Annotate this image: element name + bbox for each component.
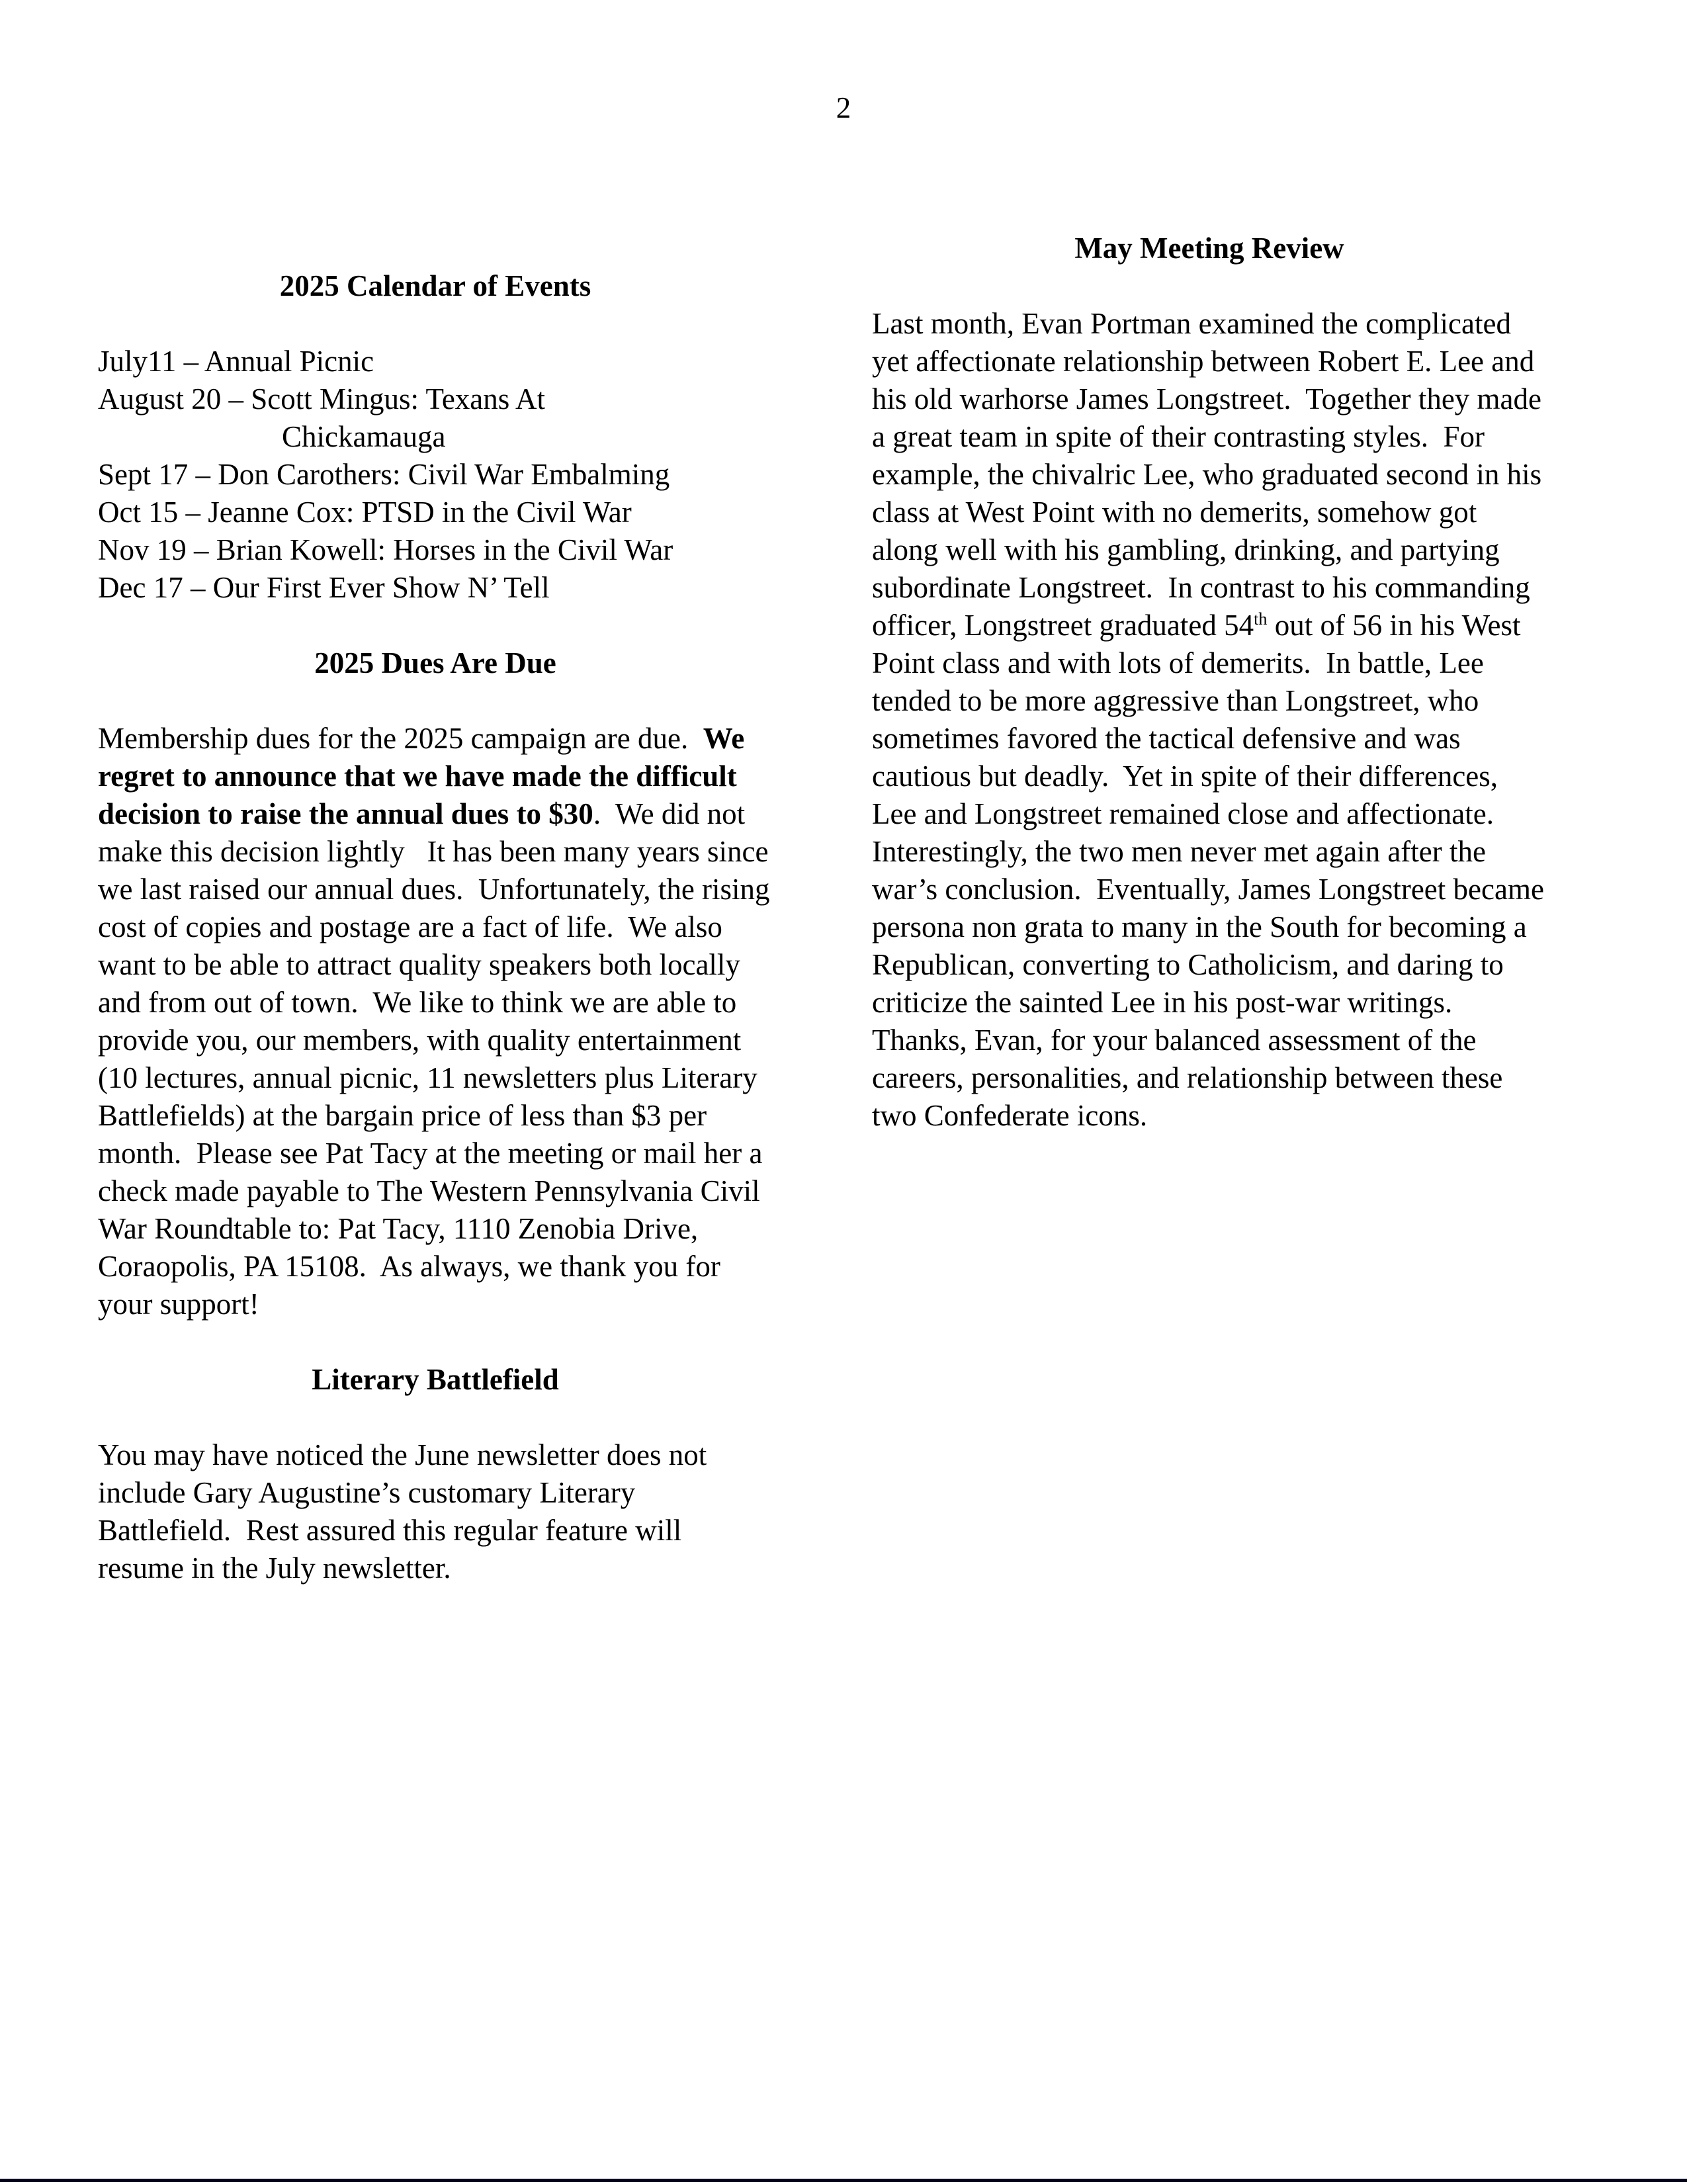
- review-title: May Meeting Review: [1074, 232, 1344, 265]
- calendar-title: 2025 Calendar of Events: [279, 269, 591, 302]
- left-column: [98, 230, 777, 1587]
- event-line-continuation: Chickamauga: [282, 420, 446, 453]
- review-text-end: out of 56 in his West Point class and with lots of demerits. In battle, Lee tended to be more aggressive than Longstreet, who sometimes favored the tactical defensive and was cautious but deadly. Yet in spite of their differences, Lee and Longstreet remained close and affectionate. Interestingly, the two men never met again after the war’s conclusion. Eventually, James Longstreet became persona non grata to many in the South for becoming a Republican, converting to Catholicism, and daring to criticize the sainted Lee in his post-war writings. Thanks, Evan, for your balanced assessment of the careers, personalities, and relationship between these two Confederate icons.: [872, 609, 1552, 1132]
- bottom-divider: [0, 2179, 1687, 2182]
- literary-paragraph: You may have noticed the June newsletter does not include Gary Augustine’s customary Literary Battlefield. Rest assured this regular feature will resume in the July newsletter.: [98, 1438, 714, 1585]
- event-line: Oct 15 – Jeanne Cox: PTSD in the Civil War: [98, 496, 632, 529]
- event-line: Dec 17 – Our First Ever Show N’ Tell: [98, 571, 550, 604]
- spacer-line: [98, 607, 773, 644]
- dues-text-end: . We did not make this decision lightly It has been many years since we last raised our annual dues. Unfortunately, the rising cost of copies and postage are a fact of life. We also want to be able to attract quality speakers both locally and from out of town. We like to think we are able to provide you, our members, with quality entertainment (10 lectures, annual picnic, 11 newsletters plus Literary Battlefields) at the bargain price of less than $3 per month. Please see Pat Tacy at the meeting or mail her a check made payable to The Western Pennsylvania Civil War Roundtable to: Pat Tacy, 1110 Zenobia Drive, Coraopolis, PA 15108. As always, we thank you for your support!: [98, 797, 777, 1321]
- spacer-line: [98, 305, 773, 343]
- dues-paragraph: [98, 720, 777, 1323]
- spacer-line: [98, 1323, 773, 1361]
- spacer-line: [98, 682, 773, 720]
- event-line: August 20 – Scott Mingus: Texans At: [98, 382, 546, 415]
- spacer-line: [98, 230, 773, 267]
- ordinal-superscript: th: [1254, 609, 1268, 629]
- event-line: Sept 17 – Don Carothers: Civil War Embalming: [98, 458, 670, 491]
- dues-text-bold: We regret to announce that we have made the difficult decision to raise the annual dues to $30: [98, 722, 752, 830]
- page-number: 2: [836, 91, 851, 124]
- literary-title: Literary Battlefield: [312, 1363, 559, 1396]
- right-column: [872, 230, 1552, 1135]
- dues-text-start: Membership dues for the 2025 campaign are due.: [98, 722, 703, 755]
- spacer-line: [98, 1399, 773, 1436]
- event-line: July11 – Annual Picnic: [98, 345, 374, 378]
- dues-title: 2025 Dues Are Due: [314, 646, 556, 679]
- spacer-line: [872, 267, 1547, 305]
- review-paragraph: [872, 305, 1552, 1135]
- event-line: Nov 19 – Brian Kowell: Horses in the Civil War: [98, 533, 673, 566]
- page-columns: [0, 230, 1687, 1587]
- review-text-start: Last month, Evan Portman examined the complicated yet affectionate relationship between Robert E. Lee and his old warhorse James Longstreet. Together they made a great team in spite of their contrasting styles. For example, the chivalric Lee, who graduated second in his class at West Point with no demerits, somehow got along well with his gambling, drinking, and partying subordinate Longstreet. In contrast to his commanding officer, Longstreet graduated 54: [872, 307, 1549, 642]
